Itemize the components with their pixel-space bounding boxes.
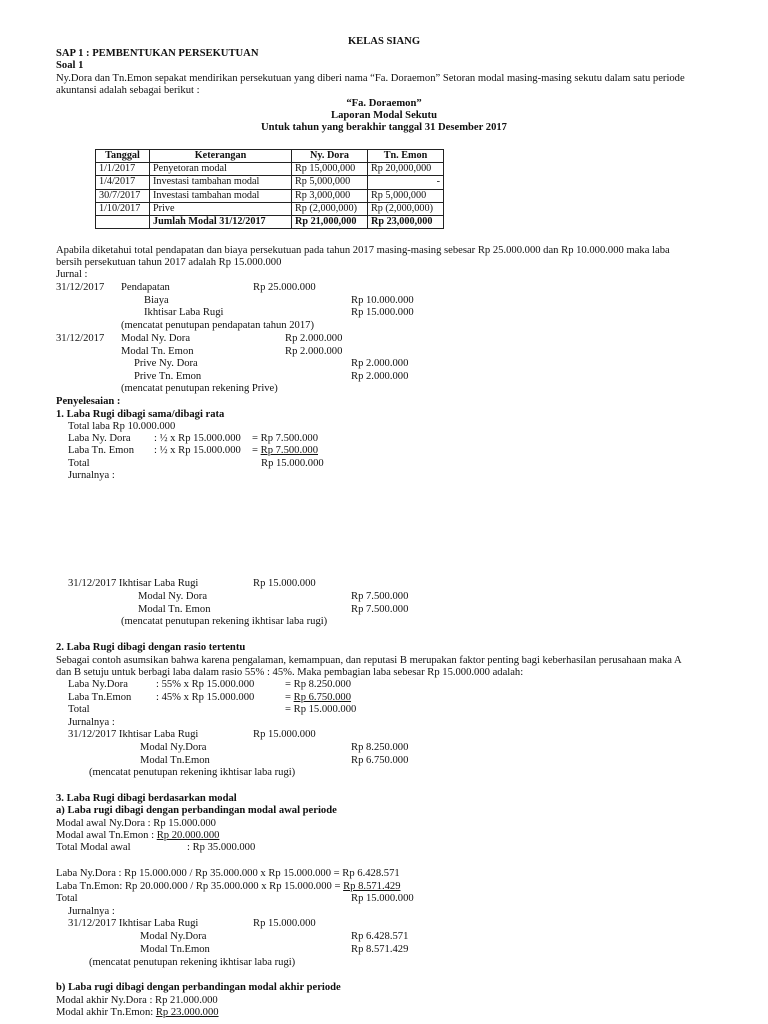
s3-total-label: Total [56,893,78,904]
cell-total-emon: Rp 23,000,000 [368,216,444,229]
cell-emon: - [368,176,444,189]
s1-emon-result [252,445,318,458]
cell-dora: Rp 15,000,000 [292,163,368,176]
table-header-row [96,150,444,163]
col-header-tanggal: Tanggal [96,150,150,163]
cell-date: 30/7/2017 [96,189,150,202]
s3a-heading: a) Laba rugi dibagi dengan perbandingan modal awal periode [56,805,337,816]
j2-credit-amount: Rp 2.000.000 [351,358,409,369]
s1-emon-amount: Rp 7.500.000 [260,445,319,456]
s3-modal-awal-dora: Modal awal Ny.Dora : Rp 15.000.000 [56,818,216,829]
capital-table [95,149,444,229]
s1-dora-result: = Rp 7.500.000 [252,433,319,444]
s3-total-modal-awal-value: : Rp 35.000.000 [187,842,256,853]
section-3-heading: 3. Laba Rugi dibagi berdasarkan modal [56,793,237,804]
cell-emon: Rp (2,000,000) [368,202,444,215]
s2-journal-note: (mencatat penutupan rekening ikhtisar laba rugi) [89,767,296,778]
page-title: KELAS SIANG [347,36,421,47]
s3-jurnal-label: Jurnalnya : [68,906,115,917]
j2-account: Modal Tn. Emon [121,346,194,357]
paragraph-line-2: bersih persekutuan tahun 2017 adalah Rp 15.000.000 [56,257,282,268]
s2-journal-debit: Rp 15.000.000 [253,729,316,740]
s3b-heading: b) Laba rugi dibagi dengan perbandingan modal akhir periode [56,982,341,993]
s2-journal-credit: Rp 8.250.000 [351,742,409,753]
s1-journal-account: Modal Tn. Emon [138,604,211,615]
s3-modal-akhir-dora: Modal akhir Ny.Dora : Rp 21.000.000 [56,995,218,1006]
table-row [96,202,444,215]
s3-laba-dora: Laba Ny.Dora : Rp 15.000.000 / Rp 35.000.000 x Rp 15.000.000 = Rp 6.428.571 [56,868,400,879]
s1-emon-eq-sign: = [252,445,261,456]
j1-debit-amount: Rp 25.000.000 [253,282,316,293]
s3-modal-awal-emon-label: Modal awal Tn.Emon : [56,830,157,841]
s2-journal-date-account: 31/12/2017 Ikhtisar Laba Rugi [68,729,199,740]
s2-paragraph-line-1: Sebagai contoh asumsikan bahwa karena pengalaman, kemampuan, dan reputasi B merupakan faktor penting bagi keberhasilan perusahaan maka A [56,655,682,666]
s1-total-laba: Total laba Rp 10.000.000 [68,421,176,432]
penyelesaian-heading: Penyelesaian : [56,396,121,407]
sap-heading: SAP 1 : PEMBENTUKAN PERSEKUTUAN [56,48,259,59]
s3-journal-debit: Rp 15.000.000 [253,918,316,929]
cell-desc: Investasi tambahan modal [150,176,292,189]
s1-total-label: Total [68,458,90,469]
s3-laba-emon [56,881,401,894]
cell-date [96,216,150,229]
s2-emon-eq-sign: = [285,692,294,703]
s3-journal-note: (mencatat penutupan rekening ikhtisar laba rugi) [89,957,296,968]
s1-jurnal-label: Jurnalnya : [68,470,115,481]
report-name: “Fa. Doraemon” [346,98,422,109]
s3-journal-account: Modal Tn.Emon [140,944,210,955]
s1-emon-label: Laba Tn. Emon [68,445,134,456]
table-row [96,176,444,189]
s2-journal-account: Modal Tn.Emon [140,755,210,766]
s2-total-label: Total [68,704,90,715]
j1-account-pendapatan: Pendapatan [121,282,170,293]
s3-journal-credit: Rp 6.428.571 [351,931,409,942]
cell-date: 1/1/2017 [96,163,150,176]
cell-emon: Rp 20,000,000 [368,163,444,176]
s1-journal-account: Modal Ny. Dora [138,591,208,602]
s3-modal-akhir-emon-amount: Rp 23.000.000 [155,1007,219,1018]
col-header-keterangan: Keterangan [150,150,292,163]
s1-dora-calc: : ½ x Rp 15.000.000 [154,433,241,444]
report-period: Untuk tahun yang berakhir tanggal 31 Desember 2017 [261,122,507,133]
s3-journal-date-account: 31/12/2017 Ikhtisar Laba Rugi [68,918,199,929]
s2-paragraph-line-2: dan B setuju untuk berbagi laba dalam rasio 55% : 45%. Maka pembagian laba sebesar Rp 15.000.000 adalah: [56,667,524,678]
j2-note: (mencatat penutupan rekening Prive) [121,383,278,394]
cell-dora: Rp 3,000,000 [292,189,368,202]
s1-journal-debit: Rp 15.000.000 [253,578,316,589]
s2-dora-result: = Rp 8.250.000 [285,679,352,690]
s2-emon-result [285,692,351,705]
s2-dora-label: Laba Ny.Dora [68,679,128,690]
s2-total-value: = Rp 15.000.000 [285,704,357,715]
j2-account: Prive Tn. Emon [134,371,202,382]
col-header-ny-dora: Ny. Dora [292,150,368,163]
s3-total-value: Rp 15.000.000 [351,893,414,904]
j2-date: 31/12/2017 [56,333,105,344]
j1-date: 31/12/2017 [56,282,105,293]
cell-dora: Rp 5,000,000 [292,176,368,189]
j2-debit-amount: Rp 2.000.000 [285,333,343,344]
s3-modal-awal-emon-amount: Rp 20.000.000 [156,830,220,841]
j2-account: Modal Ny. Dora [121,333,191,344]
s1-journal-credit: Rp 7.500.000 [351,591,409,602]
j1-credit-amount: Rp 10.000.000 [351,295,414,306]
s2-emon-amount: Rp 6.750.000 [293,692,352,703]
cell-desc: Investasi tambahan modal [150,189,292,202]
table-row [96,163,444,176]
section-1-heading: 1. Laba Rugi dibagi sama/dibagi rata [56,409,225,420]
j2-account: Prive Ny. Dora [134,358,198,369]
cell-dora: Rp (2,000,000) [292,202,368,215]
s2-jurnal-label: Jurnalnya : [68,717,115,728]
paragraph-line-1: Apabila diketahui total pendapatan dan biaya persekutuan pada tahun 2017 masing-masing sebesar Rp 25.000.000 dan Rp 10.000.000 maka laba [56,245,670,256]
cell-emon: Rp 5,000,000 [368,189,444,202]
s2-journal-credit: Rp 6.750.000 [351,755,409,766]
s3-laba-emon-calc: Laba Tn.Emon: Rp 20.000.000 / Rp 35.000.000 x Rp 15.000.000 = [56,881,344,892]
j1-credit-amount: Rp 15.000.000 [351,307,414,318]
s1-journal-date-account: 31/12/2017 Ikhtisar Laba Rugi [68,578,199,589]
s3-journal-account: Modal Ny.Dora [140,931,207,942]
jurnal-label: Jurnal : [56,269,88,280]
s2-emon-calc: : 45% x Rp 15.000.000 [156,692,255,703]
s1-journal-credit: Rp 7.500.000 [351,604,409,615]
s3-modal-akhir-emon-label: Modal akhir Tn.Emon: [56,1007,156,1018]
cell-desc: Prive [150,202,292,215]
j1-account-biaya: Biaya [144,295,169,306]
table-row [96,189,444,202]
j2-debit-amount: Rp 2.000.000 [285,346,343,357]
report-heading: Laporan Modal Sekutu [331,110,437,121]
cell-total-dora: Rp 21,000,000 [292,216,368,229]
intro-line-1: Ny.Dora dan Tn.Emon sepakat mendirikan persekutuan yang diberi nama “Fa. Doraemon” Setoran modal masing-masing sekutu dalam satu periode [56,73,685,84]
s2-dora-calc: : 55% x Rp 15.000.000 [156,679,255,690]
j2-credit-amount: Rp 2.000.000 [351,371,409,382]
cell-date: 1/4/2017 [96,176,150,189]
s1-dora-label: Laba Ny. Dora [68,433,131,444]
table-total-row [96,216,444,229]
s2-emon-label: Laba Tn.Emon [68,692,132,703]
s1-total-value: Rp 15.000.000 [261,458,324,469]
s3-modal-awal-emon [56,830,219,843]
s3-journal-credit: Rp 8.571.429 [351,944,409,955]
s3-modal-akhir-emon [56,1007,219,1020]
j1-note: (mencatat penutupan pendapatan tahun 2017) [121,320,314,331]
s1-emon-calc: : ½ x Rp 15.000.000 [154,445,241,456]
intro-line-2: akuntansi adalah sebagai berikut : [56,85,200,96]
section-2-heading: 2. Laba Rugi dibagi dengan rasio tertentu [56,642,246,653]
s2-journal-account: Modal Ny.Dora [140,742,207,753]
col-header-tn-emon: Tn. Emon [368,150,444,163]
s1-journal-note: (mencatat penutupan rekening ikhtisar laba rugi) [121,616,328,627]
s3-laba-emon-amount: Rp 8.571.429 [343,881,401,892]
cell-desc: Penyetoran modal [150,163,292,176]
cell-date: 1/10/2017 [96,202,150,215]
soal-heading: Soal 1 [56,60,84,71]
s3-total-modal-awal-label: Total Modal awal [56,842,131,853]
cell-total-label: Jumlah Modal 31/12/2017 [150,216,292,229]
j1-account-ikhtisar: Ikhtisar Laba Rugi [144,307,224,318]
